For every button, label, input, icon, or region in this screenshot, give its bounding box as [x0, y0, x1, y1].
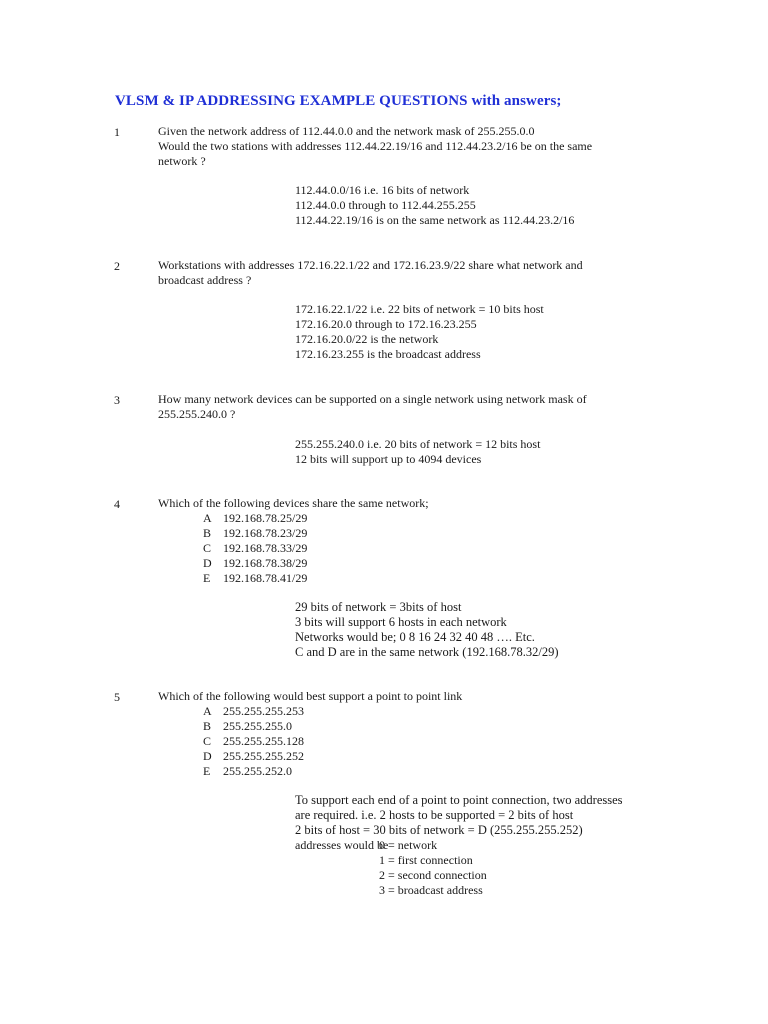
- question-number: 3: [114, 393, 120, 407]
- question-text: [158, 392, 638, 422]
- option-item: [203, 571, 307, 586]
- answer-line: 112.44.0.0/16 i.e. 16 bits of network: [295, 183, 470, 197]
- answer-line: 2 bits of host = 30 bits of network = D (255.255.255.252): [295, 823, 583, 837]
- answer-line: Networks would be; 0 8 16 24 32 40 48 …. Etc.: [295, 630, 535, 644]
- option-value: 255.255.255.128: [223, 734, 304, 748]
- answer-line: To support each end of a point to point connection, two addresses: [295, 793, 623, 807]
- option-value: 255.255.255.0: [223, 719, 292, 733]
- option-list: [203, 511, 307, 586]
- answer-block: [295, 793, 623, 838]
- answer-line: C and D are in the same network (192.168.78.32/29): [295, 645, 559, 659]
- answer-block: [295, 183, 574, 228]
- address-item: 2 = second connection: [379, 868, 487, 882]
- answer-line: 112.44.22.19/16 is on the same network as 112.44.23.2/16: [295, 213, 575, 227]
- addresses-label: addresses would be: [295, 838, 389, 852]
- option-item: [203, 526, 307, 541]
- question-text: [158, 689, 638, 704]
- option-item: [203, 734, 304, 749]
- option-item: [203, 511, 307, 526]
- answer-line: 172.16.20.0/22 is the network: [295, 332, 439, 346]
- option-value: 192.168.78.25/29: [223, 511, 308, 525]
- option-letter: B: [203, 526, 212, 540]
- question-number: 2: [114, 259, 120, 273]
- option-value: 255.255.252.0: [223, 764, 292, 778]
- option-item: [203, 719, 304, 734]
- option-item: [203, 556, 307, 571]
- option-letter: E: [203, 764, 211, 778]
- address-row: [295, 838, 579, 853]
- address-row: [295, 883, 579, 898]
- answer-line: 29 bits of network = 3bits of host: [295, 600, 462, 614]
- option-item: [203, 749, 304, 764]
- option-value: 255.255.255.252: [223, 749, 304, 763]
- answer-line: 172.16.22.1/22 i.e. 22 bits of network = 10 bits host: [295, 302, 544, 316]
- option-letter: A: [203, 704, 212, 718]
- question-line: How many network devices can be supported on a single network using network mask of: [158, 392, 587, 406]
- answer-block: [295, 437, 540, 467]
- question-line: Workstations with addresses 172.16.22.1/22 and 172.16.23.9/22 share what network and: [158, 258, 583, 272]
- answer-line: 12 bits will support up to 4094 devices: [295, 452, 482, 466]
- option-value: 192.168.78.41/29: [223, 571, 308, 585]
- option-letter: B: [203, 719, 212, 733]
- addresses-block: [295, 838, 579, 898]
- question-line: Would the two stations with addresses 112.44.22.19/16 and 112.44.23.2/16 be on the same: [158, 139, 593, 153]
- option-letter: E: [203, 571, 211, 585]
- option-value: 192.168.78.23/29: [223, 526, 308, 540]
- question-number: 1: [114, 125, 120, 139]
- option-letter: D: [203, 556, 212, 570]
- answer-line: 172.16.23.255 is the broadcast address: [295, 347, 481, 361]
- option-item: [203, 704, 304, 719]
- option-list: [203, 704, 304, 779]
- answer-line: 112.44.0.0 through to 112.44.255.255: [295, 198, 476, 212]
- option-letter: D: [203, 749, 212, 763]
- option-value: 255.255.255.253: [223, 704, 304, 718]
- answer-line: 255.255.240.0 i.e. 20 bits of network = 12 bits host: [295, 437, 541, 451]
- question-number: 4: [114, 497, 120, 511]
- question-line: Which of the following devices share the same network;: [158, 496, 429, 510]
- question-line: 255.255.240.0 ?: [158, 407, 236, 421]
- answer-block: [295, 302, 544, 362]
- question-number: 5: [114, 690, 120, 704]
- option-value: 192.168.78.38/29: [223, 556, 308, 570]
- address-row: [295, 868, 579, 883]
- question-line: Which of the following would best support a point to point link: [158, 689, 463, 703]
- answer-line: 172.16.20.0 through to 172.16.23.255: [295, 317, 477, 331]
- answer-line: 3 bits will support 6 hosts in each network: [295, 615, 507, 629]
- address-row: [295, 853, 579, 868]
- address-item: 0 = network: [379, 838, 438, 852]
- question-text: [158, 496, 638, 511]
- address-item: 1 = first connection: [379, 853, 473, 867]
- question-text: [158, 124, 638, 169]
- option-item: [203, 764, 304, 779]
- question-line: network ?: [158, 154, 206, 168]
- question-line: Given the network address of 112.44.0.0 and the network mask of 255.255.0.0: [158, 124, 535, 138]
- option-letter: C: [203, 541, 212, 555]
- answer-block: [295, 600, 558, 660]
- option-letter: C: [203, 734, 212, 748]
- question-line: broadcast address ?: [158, 273, 252, 287]
- answer-line: are required. i.e. 2 hosts to be supported = 2 bits of host: [295, 808, 574, 822]
- address-item: 3 = broadcast address: [379, 883, 483, 897]
- option-item: [203, 541, 307, 556]
- option-value: 192.168.78.33/29: [223, 541, 308, 555]
- option-letter: A: [203, 511, 212, 525]
- question-text: [158, 258, 638, 288]
- document-title: VLSM & IP ADDRESSING EXAMPLE QUESTIONS with answers;: [115, 93, 562, 109]
